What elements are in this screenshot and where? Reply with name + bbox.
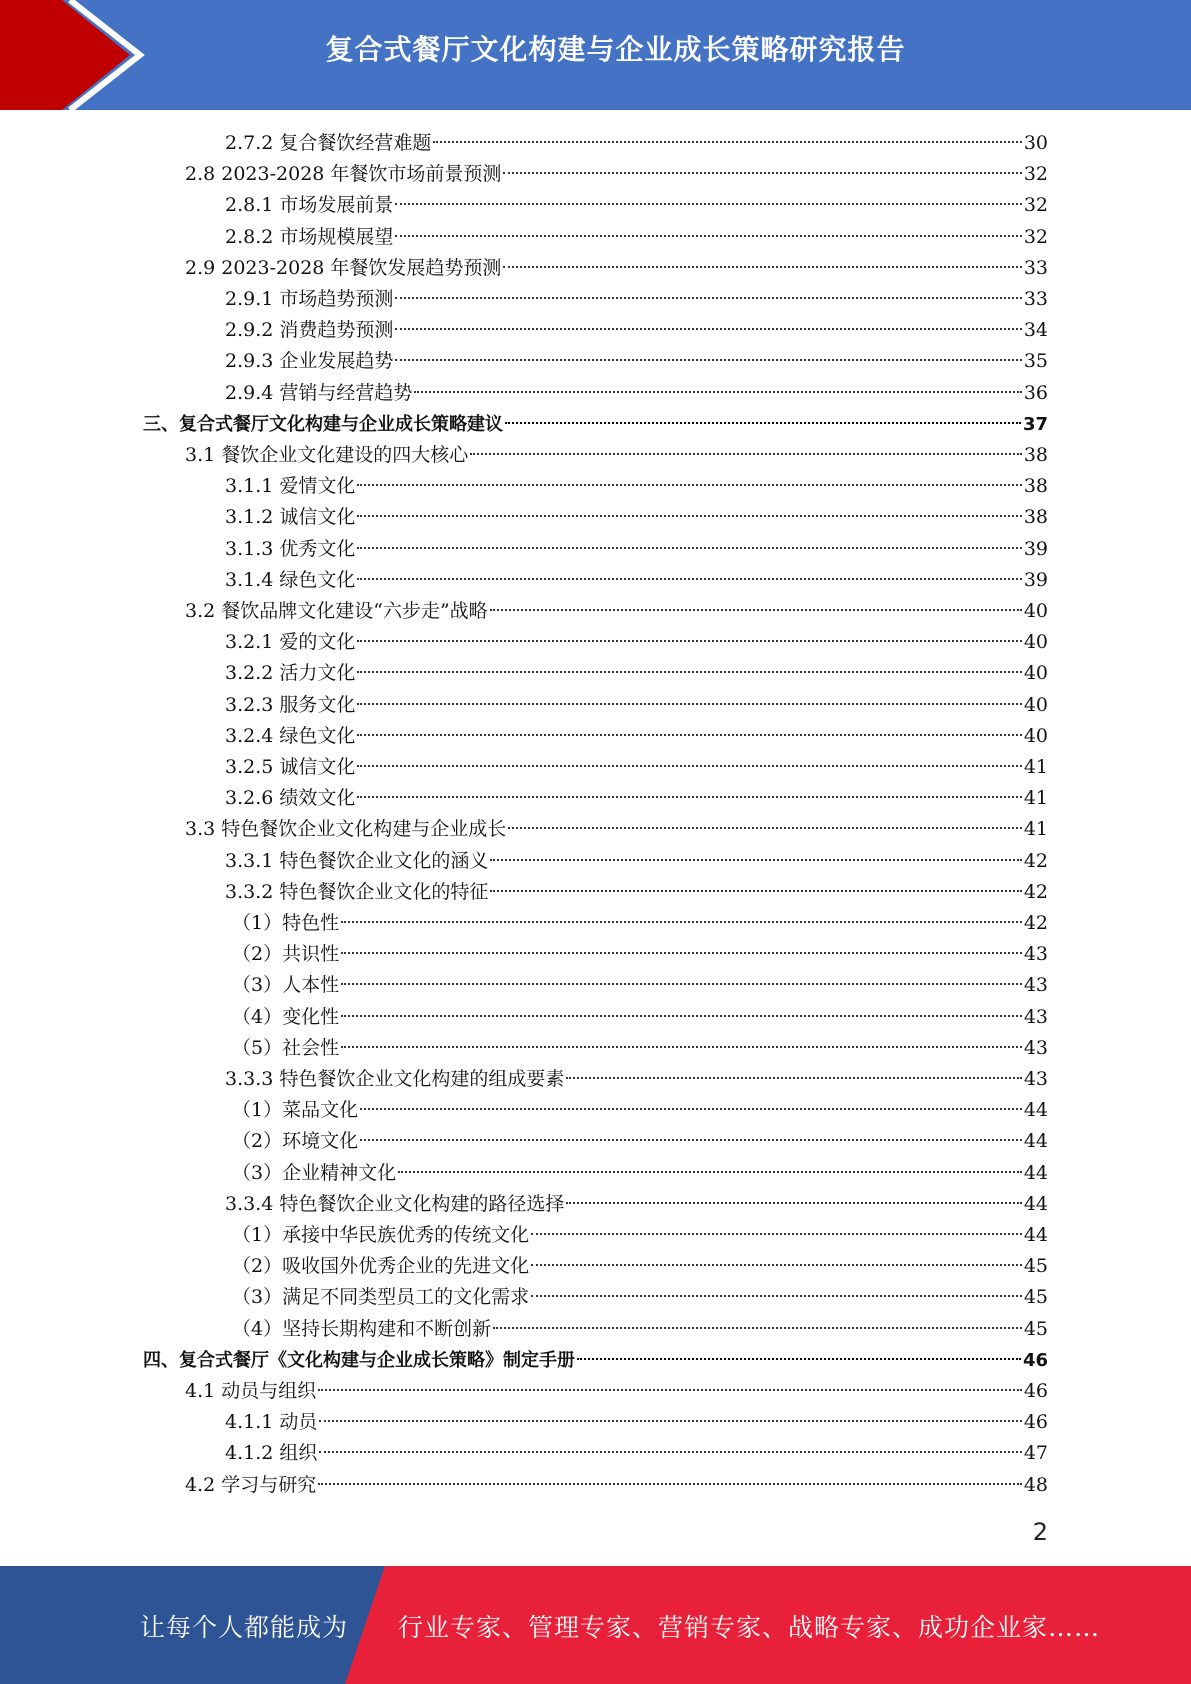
toc-dot-leader — [341, 952, 1022, 954]
toc-entry[interactable] — [232, 1220, 1048, 1251]
toc-entry[interactable] — [225, 128, 1048, 159]
toc-entry-label: （1）菜品文化 — [232, 1099, 359, 1122]
toc-entry-page: 34 — [1023, 319, 1048, 342]
toc-entry-label: 2.9.3 企业发展趋势 — [225, 350, 394, 373]
toc-entry[interactable] — [225, 565, 1048, 596]
toc-dot-leader — [566, 1077, 1021, 1079]
toc-entry-label: （2）共识性 — [232, 943, 340, 966]
toc-entry-page: 44 — [1023, 1192, 1048, 1215]
toc-dot-leader — [566, 1202, 1021, 1204]
toc-entry[interactable] — [225, 190, 1048, 221]
toc-entry-page: 38 — [1023, 475, 1048, 498]
toc-dot-leader — [395, 297, 1021, 299]
toc-entry-label: 3.3.1 特色餐饮企业文化的涵义 — [225, 849, 489, 872]
toc-dot-leader — [531, 1264, 1022, 1266]
toc-entry-label: （1）承接中华民族优秀的传统文化 — [232, 1224, 530, 1246]
toc-entry-page: 41 — [1023, 818, 1048, 841]
toc-entry-page: 40 — [1023, 693, 1048, 716]
toc-entry-page: 43 — [1023, 1036, 1048, 1059]
toc-entry-label: （5）社会性 — [232, 1036, 340, 1059]
footer-slogan-right: 行业专家、管理专家、营销专家、战略专家、成功企业家…… — [398, 1613, 1101, 1642]
toc-entry-page: 40 — [1023, 631, 1048, 654]
toc-entry[interactable] — [143, 1345, 1048, 1376]
toc-entry-label: 3.2.4 绿色文化 — [225, 724, 356, 747]
toc-dot-leader — [357, 765, 1021, 767]
toc-entry-page: 38 — [1023, 506, 1048, 529]
toc-dot-leader — [505, 422, 1021, 424]
toc-dot-leader — [490, 890, 1021, 892]
toc-entry[interactable] — [225, 378, 1048, 409]
toc-entry[interactable] — [185, 1470, 1048, 1501]
toc-entry-page: 42 — [1023, 849, 1048, 872]
toc-entry-page: 43 — [1023, 974, 1048, 997]
toc-entry-label: 4.1 动员与组织 — [185, 1380, 317, 1402]
toc-entry[interactable] — [232, 939, 1048, 970]
toc-entry[interactable] — [225, 721, 1048, 752]
toc-entry[interactable] — [225, 346, 1048, 377]
toc-entry-label: 2.9 2023-2028 年餐饮发展趋势预测 — [185, 256, 502, 279]
toc-dot-leader — [341, 983, 1022, 985]
toc-dot-leader — [357, 578, 1021, 580]
toc-entry[interactable] — [225, 627, 1048, 658]
toc-entry-label: （4）坚持长期构建和不断创新 — [232, 1317, 492, 1340]
toc-entry-label: 3.1.1 爱情文化 — [225, 475, 356, 498]
toc-entry[interactable] — [232, 1251, 1048, 1282]
toc-dot-leader — [319, 1420, 1021, 1422]
toc-entry-label: 四、复合式餐厅《文化构建与企业成长策略》制定手册 — [143, 1349, 575, 1371]
toc-dot-leader — [341, 1015, 1022, 1017]
toc-entry-page: 39 — [1023, 537, 1048, 560]
toc-entry[interactable] — [225, 502, 1048, 533]
toc-entry[interactable] — [225, 222, 1048, 253]
toc-dot-leader — [357, 671, 1021, 673]
page-header — [0, 0, 1191, 110]
toc-dot-leader — [490, 859, 1021, 861]
toc-dot-leader — [357, 703, 1021, 705]
toc-dot-leader — [357, 515, 1021, 517]
toc-entry-label: 3.2 餐饮品牌文化建设“六步走”战略 — [185, 600, 488, 622]
toc-dot-leader — [395, 203, 1021, 205]
toc-dot-leader — [398, 1171, 1022, 1173]
toc-entry[interactable] — [225, 1438, 1048, 1469]
toc-dot-leader — [357, 734, 1021, 736]
toc-entry-page: 37 — [1022, 413, 1048, 435]
toc-entry-page: 46 — [1023, 1411, 1048, 1434]
toc-entry[interactable] — [143, 409, 1048, 440]
toc-entry-label: 3.1.3 优秀文化 — [225, 537, 356, 560]
toc-dot-leader — [577, 1358, 1021, 1360]
toc-entry-label: 3.3.3 特色餐饮企业文化构建的组成要素 — [225, 1068, 565, 1090]
toc-entry[interactable] — [225, 1189, 1048, 1220]
toc-entry[interactable] — [232, 1126, 1048, 1157]
toc-entry-page: 48 — [1023, 1473, 1048, 1496]
toc-entry-page: 44 — [1023, 1161, 1048, 1184]
toc-dot-leader — [357, 796, 1021, 798]
toc-entry-page: 44 — [1023, 1224, 1048, 1246]
toc-entry-page: 40 — [1023, 662, 1048, 685]
toc-dot-leader — [395, 235, 1021, 237]
toc-entry-label: 2.8.2 市场规模展望 — [225, 225, 394, 248]
toc-entry-label: 3.2.1 爱的文化 — [225, 631, 356, 654]
toc-entry-page: 43 — [1023, 1005, 1048, 1028]
toc-entry-label: 3.1.4 绿色文化 — [225, 568, 356, 591]
toc-dot-leader — [395, 359, 1021, 361]
toc-entry[interactable] — [185, 440, 1048, 471]
toc-entry[interactable] — [225, 1064, 1048, 1095]
toc-entry-label: （3）企业精神文化 — [232, 1161, 397, 1184]
toc-entry[interactable] — [185, 159, 1048, 190]
toc-entry[interactable] — [232, 1158, 1048, 1189]
page-footer — [0, 1566, 1191, 1684]
toc-entry-label: 4.2 学习与研究 — [185, 1473, 317, 1496]
toc-entry-page: 32 — [1023, 225, 1048, 248]
toc-entry[interactable] — [185, 814, 1048, 845]
toc-dot-leader — [360, 1139, 1022, 1141]
toc-entry-page: 38 — [1023, 444, 1048, 466]
toc-entry-label: 3.2.3 服务文化 — [225, 693, 356, 716]
toc-dot-leader — [319, 1451, 1021, 1453]
toc-entry-label: 三、复合式餐厅文化构建与企业成长策略建议 — [143, 413, 503, 435]
toc-entry-page: 47 — [1023, 1442, 1048, 1465]
toc-entry-label: 3.3 特色餐饮企业文化构建与企业成长 — [185, 818, 507, 841]
toc-entry-label: 4.1.2 组织 — [225, 1442, 318, 1465]
toc-entry-page: 41 — [1023, 787, 1048, 810]
toc-entry[interactable] — [232, 908, 1048, 939]
toc-dot-leader — [414, 391, 1021, 393]
toc-entry-page: 33 — [1023, 256, 1048, 279]
toc-entry-page: 45 — [1023, 1317, 1048, 1340]
toc-dot-leader — [493, 1327, 1022, 1329]
toc-entry-label: （2）吸收国外优秀企业的先进文化 — [232, 1255, 530, 1278]
toc-dot-leader — [395, 328, 1021, 330]
toc-entry[interactable] — [232, 1314, 1048, 1345]
toc-dot-leader — [318, 1483, 1022, 1485]
report-title: 复合式餐厅文化构建与企业成长策略研究报告 — [325, 33, 906, 66]
toc-entry-label: 3.1 餐饮企业文化建设的四大核心 — [185, 444, 469, 466]
toc-entry[interactable] — [185, 253, 1048, 284]
toc-entry-label: 3.2.6 绩效文化 — [225, 787, 356, 810]
toc-dot-leader — [357, 547, 1021, 549]
toc-entry-page: 30 — [1023, 132, 1048, 154]
toc-dot-leader — [341, 1046, 1022, 1048]
toc-dot-leader — [508, 827, 1022, 829]
toc-entry-page: 40 — [1023, 724, 1048, 747]
toc-dot-leader — [531, 1233, 1022, 1235]
toc-dot-leader — [490, 609, 1022, 611]
toc-entry-label: 3.3.4 特色餐饮企业文化构建的路径选择 — [225, 1192, 565, 1215]
toc-entry-label: （2）环境文化 — [232, 1130, 359, 1153]
toc-dot-leader — [503, 172, 1021, 174]
toc-entry-label: （4）变化性 — [232, 1005, 340, 1028]
toc-entry-page: 32 — [1023, 194, 1048, 217]
toc-entry-page: 41 — [1023, 756, 1048, 778]
toc-entry[interactable] — [225, 877, 1048, 908]
toc-entry-page: 46 — [1023, 1380, 1048, 1402]
page-number: 2 — [1032, 1518, 1048, 1546]
toc-entry[interactable] — [225, 534, 1048, 565]
toc-entry-page: 45 — [1023, 1255, 1048, 1278]
toc-entry-label: 3.2.5 诚信文化 — [225, 756, 356, 778]
toc-dot-leader — [357, 484, 1021, 486]
toc-entry-label: 4.1.1 动员 — [225, 1411, 318, 1434]
toc-entry-label: （3）满足不同类型员工的文化需求 — [232, 1286, 530, 1309]
toc-entry-label: 3.2.2 活力文化 — [225, 662, 356, 685]
toc-entry-page: 36 — [1023, 381, 1048, 404]
toc-entry-label: 3.3.2 特色餐饮企业文化的特征 — [225, 880, 489, 903]
toc-dot-leader — [341, 921, 1022, 923]
footer-slogan-left: 让每个人都能成为 — [140, 1613, 349, 1642]
toc-entry-page: 45 — [1023, 1286, 1048, 1309]
toc-entry-page: 42 — [1023, 880, 1048, 903]
toc-entry[interactable] — [232, 1002, 1048, 1033]
toc-entry[interactable] — [225, 471, 1048, 502]
toc-entry-page: 43 — [1023, 943, 1048, 966]
toc-entry-page: 46 — [1022, 1349, 1048, 1371]
toc-entry-page: 44 — [1023, 1130, 1048, 1153]
toc-entry-label: 2.8.1 市场发展前景 — [225, 194, 394, 217]
toc-entry-label: 2.9.4 营销与经营趋势 — [225, 381, 413, 404]
toc-entry-page: 39 — [1023, 568, 1048, 591]
toc-entry-label: （3）人本性 — [232, 974, 340, 997]
toc-entry-page: 44 — [1023, 1099, 1048, 1122]
toc-entry[interactable] — [225, 846, 1048, 877]
toc-entry-page: 35 — [1023, 350, 1048, 373]
toc-entry-label: 2.9.1 市场趋势预测 — [225, 288, 394, 310]
toc-entry-label: 2.9.2 消费趋势预测 — [225, 319, 394, 342]
toc-entry[interactable] — [232, 1095, 1048, 1126]
toc-entry[interactable] — [232, 970, 1048, 1001]
toc-entry-label: 3.1.2 诚信文化 — [225, 506, 356, 529]
toc-dot-leader — [357, 640, 1021, 642]
toc-entry[interactable] — [225, 690, 1048, 721]
toc-entry[interactable] — [225, 315, 1048, 346]
toc-entry-label: （1）特色性 — [232, 912, 340, 934]
toc-entry[interactable] — [225, 284, 1048, 315]
toc-entry-page: 40 — [1023, 600, 1048, 622]
toc-entry-label: 2.8 2023-2028 年餐饮市场前景预测 — [185, 163, 502, 186]
toc-entry[interactable] — [185, 1376, 1048, 1407]
toc-dot-leader — [360, 1108, 1022, 1110]
toc-entry-page: 33 — [1023, 288, 1048, 310]
toc-entry-page: 43 — [1023, 1068, 1048, 1090]
toc-entry-page: 32 — [1023, 163, 1048, 186]
toc-entry[interactable] — [225, 658, 1048, 689]
toc-dot-leader — [503, 266, 1021, 268]
toc-entry[interactable] — [185, 596, 1048, 627]
toc-entry[interactable] — [225, 1407, 1048, 1438]
toc-entry-page: 42 — [1023, 912, 1048, 934]
toc-dot-leader — [433, 141, 1021, 143]
toc-dot-leader — [470, 453, 1022, 455]
toc-dot-leader — [531, 1295, 1022, 1297]
toc-entry[interactable] — [225, 783, 1048, 814]
toc-entry-label: 2.7.2 复合餐饮经营难题 — [225, 132, 432, 154]
toc-entry[interactable] — [232, 1033, 1048, 1064]
toc-dot-leader — [318, 1389, 1022, 1391]
toc-entry[interactable] — [232, 1282, 1048, 1313]
toc-entry[interactable] — [225, 752, 1048, 783]
